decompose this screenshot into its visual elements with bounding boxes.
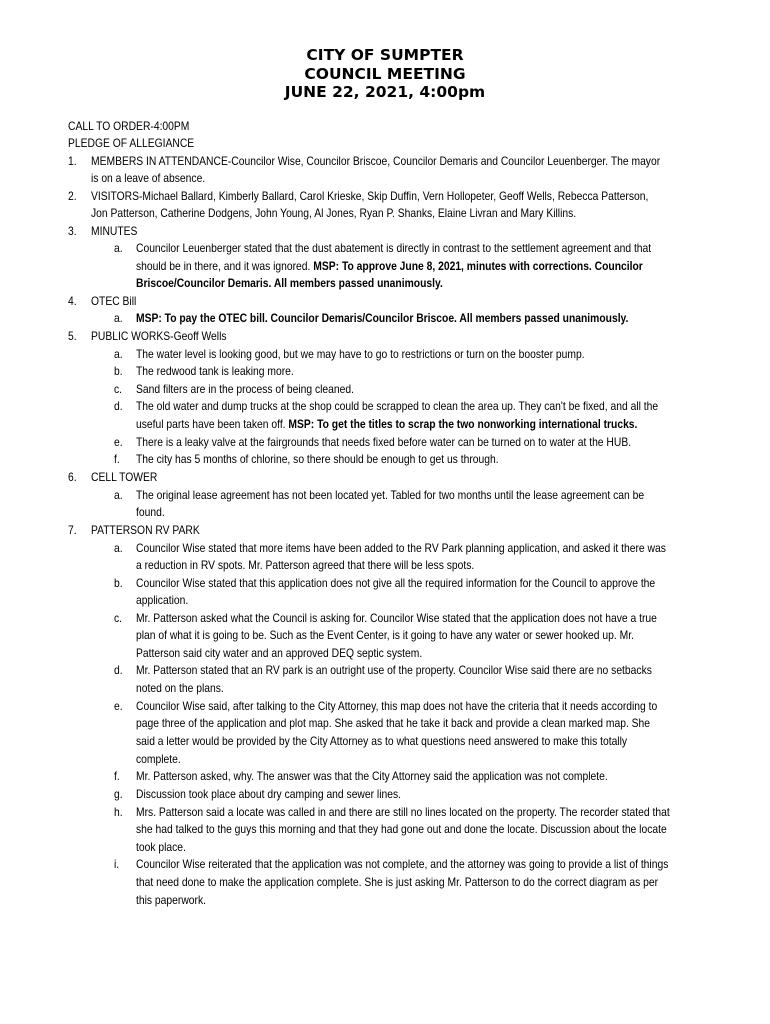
section-heading: CELL TOWER <box>91 470 158 484</box>
cell-tower-line: found. <box>136 505 165 519</box>
rv-park-line: that need done to make the application complete. She is just asking Mr. Patterson to do the correct diagram as per <box>136 875 659 889</box>
minutes-line: Councilor Leuenberger stated that the dust abatement is directly in contrast to the settlement agreement and that <box>136 241 652 255</box>
sub-letter: f. <box>114 769 120 783</box>
sub-letter: a. <box>114 541 123 555</box>
rv-park-line: Discussion took place about dry camping and sewer lines. <box>136 787 402 801</box>
motion-text: MSP: To get the titles to scrap the two nonworking international trucks. <box>288 417 638 431</box>
section-heading: OTEC Bill <box>91 294 137 308</box>
public-works-text: useful parts have been taken off. <box>136 417 289 431</box>
pledge-of-allegiance: PLEDGE OF ALLEGIANCE <box>68 136 195 150</box>
rv-park-line: said a letter would be provided by the City Attorney as to what questions need answered to make this totally <box>136 734 628 748</box>
attendance-line: MEMBERS IN ATTENDANCE-Councilor Wise, Councilor Briscoe, Councilor Demaris and Councilor Leuenberger. The mayor <box>91 154 661 168</box>
otec-motion <box>136 310 628 328</box>
item-number: 7. <box>68 523 77 537</box>
rv-park-line: Councilor Wise stated that this application does not give all the required information for the Council to approve the <box>136 576 656 590</box>
rv-park-line: took place. <box>136 840 186 854</box>
motion-text: MSP: To approve June 8, 2021, minutes with corrections. Councilor <box>313 259 643 273</box>
public-works-line: The city has 5 months of chlorine, so there should be enough to get us through. <box>136 452 499 466</box>
sub-letter: d. <box>114 399 123 413</box>
rv-park-line: Mrs. Patterson said a locate was called in and there are still no lines located on the property. The recorder stated that <box>136 805 670 819</box>
motion-text: Briscoe/Councilor Demaris. All members passed unanimously. <box>136 276 443 290</box>
sub-letter: c. <box>114 611 123 625</box>
rv-park-line: plan of what it is going to be. Such as the Event Center, is it going to have any water or sewer hooked up. Mr. <box>136 628 634 642</box>
sub-letter: a. <box>114 311 123 325</box>
public-works-line: The redwood tank is leaking more. <box>136 364 294 378</box>
public-works-line: The old water and dump trucks at the shop could be scrapped to clean the area up. They can't be fixed, and all the <box>136 399 659 413</box>
public-works-line: Sand filters are in the process of being cleaned. <box>136 382 355 396</box>
minutes-line <box>136 275 443 293</box>
sub-letter: a. <box>114 241 123 255</box>
item-number: 3. <box>68 224 77 238</box>
rv-park-line: Mr. Patterson asked what the Council is asking for. Councilor Wise stated that the application does not have a true <box>136 611 657 625</box>
sub-letter: b. <box>114 364 123 378</box>
sub-letter: e. <box>114 435 123 449</box>
sub-letter: h. <box>114 805 123 819</box>
rv-park-line: Patterson said city water and an approved DEQ septic system. <box>136 646 423 660</box>
sub-letter: c. <box>114 382 123 396</box>
public-works-line: There is a leaky valve at the fairgrounds that needs fixed before water can be turned on to water at the HUB. <box>136 435 632 449</box>
rv-park-line: Councilor Wise stated that more items have been added to the RV Park planning application, and asked it there was <box>136 541 666 555</box>
sub-letter: i. <box>114 857 120 871</box>
section-heading: PATTERSON RV PARK <box>91 523 200 537</box>
rv-park-line: Councilor Wise said, after talking to the City Attorney, this map does not have the criteria that it needs according to <box>136 699 658 713</box>
header-city: CITY OF SUMPTER <box>306 46 464 64</box>
public-works-line <box>136 416 637 434</box>
rv-park-line: noted on the plans. <box>136 681 224 695</box>
rv-park-line: page three of the application and plot map. She asked that he take it back and provide a clean marked map. She <box>136 716 651 730</box>
sub-letter: d. <box>114 663 123 677</box>
item-number: 2. <box>68 189 77 203</box>
rv-park-line: application. <box>136 593 189 607</box>
sub-letter: a. <box>114 488 123 502</box>
rv-park-line: complete. <box>136 752 181 766</box>
sub-letter: f. <box>114 452 120 466</box>
visitors-line: VISITORS-Michael Ballard, Kimberly Ballard, Carol Krieske, Skip Duffin, Vern Hollopeter, Geoff Wells, Rebecca Patterson, <box>91 189 649 203</box>
motion-text: MSP: To pay the OTEC bill. Councilor Demaris/Councilor Briscoe. All members passed unanimously. <box>136 311 629 325</box>
sub-letter: b. <box>114 576 123 590</box>
item-number: 4. <box>68 294 77 308</box>
rv-park-line: Councilor Wise reiterated that the application was not complete, and the attorney was going to provide a list of things <box>136 857 669 871</box>
section-heading: PUBLIC WORKS-Geoff Wells <box>91 329 227 343</box>
minutes-line <box>136 258 643 276</box>
sub-letter: a. <box>114 347 123 361</box>
call-to-order: CALL TO ORDER-4:00PM <box>68 119 190 133</box>
rv-park-line: this paperwork. <box>136 893 206 907</box>
minutes-text: should be in there, and it was ignored. <box>136 259 314 273</box>
item-number: 6. <box>68 470 77 484</box>
section-heading: MINUTES <box>91 224 138 238</box>
item-number: 1. <box>68 154 77 168</box>
sub-letter: e. <box>114 699 123 713</box>
item-number: 5. <box>68 329 77 343</box>
rv-park-line: Mr. Patterson asked, why. The answer was that the City Attorney said the application was not complete. <box>136 769 608 783</box>
header-date: JUNE 22, 2021, 4:00pm <box>284 83 486 101</box>
rv-park-line: she had talked to the guys this morning and that they had gone out and done the locate. Discussion about the locate <box>136 822 667 836</box>
sub-letter: g. <box>114 787 123 801</box>
rv-park-line: a reduction in RV spots. Mr. Patterson agreed that there will be less spots. <box>136 558 475 572</box>
cell-tower-line: The original lease agreement has not been located yet. Tabled for two months until the lease agreement can be <box>136 488 645 502</box>
public-works-line: The water level is looking good, but we may have to go to restrictions or turn on the booster pump. <box>136 347 585 361</box>
rv-park-line: Mr. Patterson stated that an RV park is an outright use of the property. Councilor Wise said there are no setbacks <box>136 663 652 677</box>
attendance-line: is on a leave of absence. <box>91 171 206 185</box>
header-meeting: COUNCIL MEETING <box>304 65 466 83</box>
visitors-line: Jon Patterson, Catherine Dodgens, John Young, Al Jones, Ryan P. Shanks, Elaine Livran and Mary Killins. <box>91 206 577 220</box>
